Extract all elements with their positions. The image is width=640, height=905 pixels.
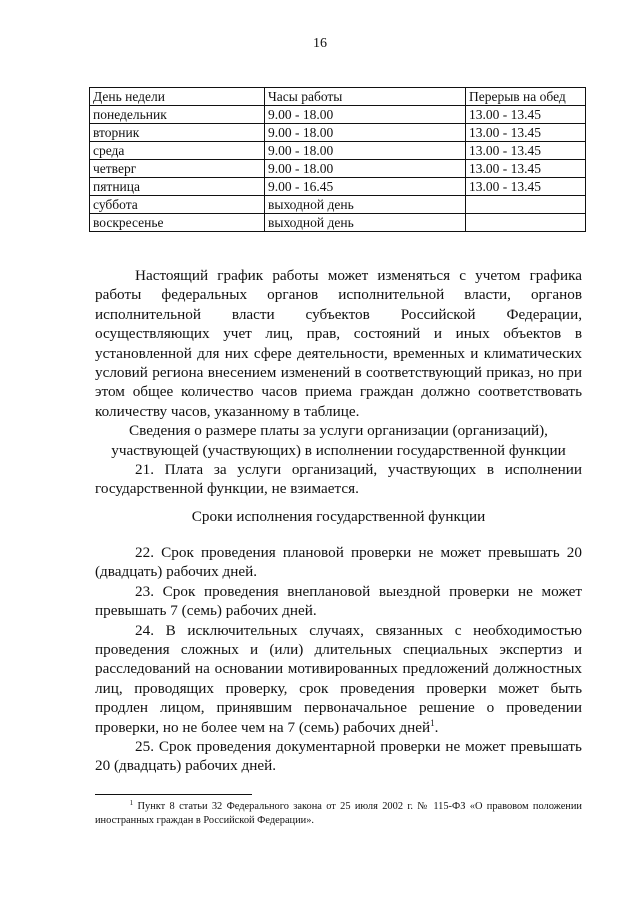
table-row: [90, 106, 586, 124]
paragraph-21: 21. Плата за услуги организаций, участвующих в исполнении государственной функции, не взимается.: [95, 461, 582, 498]
cell-day: четверг: [90, 160, 265, 178]
cell-hours: 9.00 - 18.00: [265, 142, 466, 160]
cell-hours: выходной день: [265, 214, 466, 232]
footnote-reference: 1: [430, 717, 435, 728]
paragraph-23: 23. Срок проведения внеплановой выездной проверки не может превышать 7 (семь) рабочих дней.: [95, 582, 582, 620]
cell-day: суббота: [90, 196, 265, 214]
footnote-divider: [95, 794, 252, 795]
work-schedule-table: [89, 87, 586, 232]
table-row: [90, 142, 586, 160]
cell-hours: 9.00 - 18.00: [265, 106, 466, 124]
cell-lunch: 13.00 - 13.45: [466, 124, 586, 142]
cell-day: понедельник: [90, 106, 265, 124]
cell-lunch: [466, 214, 586, 232]
footnote-text: Пункт 8 статьи 32 Федерального закона от 25 июля 2002 г. № 115-ФЗ «О правовом положении иностранных граждан в Российской Федерации».: [95, 801, 582, 826]
table-header-row: [90, 88, 586, 106]
table-row: [90, 178, 586, 196]
section-heading: Сроки исполнения государственной функции: [191, 508, 486, 525]
table-row: [90, 124, 586, 142]
header-hours: Часы работы: [265, 88, 466, 106]
page-number: 16: [313, 36, 327, 51]
header-lunch: Перерыв на обед: [466, 88, 586, 106]
fee-heading: Сведения о размере платы за услуги организации (организаций), участвующей (участвующих) в исполнении государственной функции: [111, 422, 566, 459]
cell-hours: 9.00 - 16.45: [265, 178, 466, 196]
deadlines-block: [95, 543, 582, 776]
paragraph-25: 25. Срок проведения документарной проверки не может превышать 20 (двадцать) рабочих дней.: [95, 738, 582, 775]
cell-lunch: [466, 196, 586, 214]
cell-lunch: 13.00 - 13.45: [466, 142, 586, 160]
table-row: [90, 214, 586, 232]
cell-hours: 9.00 - 18.00: [265, 160, 466, 178]
header-day: День недели: [90, 88, 265, 106]
paragraph-24-end: .: [434, 718, 439, 736]
cell-day: воскресенье: [90, 214, 265, 232]
paragraph-22: 22. Срок проведения плановой проверки не может превышать 20 (двадцать) рабочих дней.: [95, 544, 582, 581]
cell-day: пятница: [90, 178, 265, 196]
schedule-notes-block: [95, 266, 582, 499]
cell-lunch: 13.00 - 13.45: [466, 160, 586, 178]
cell-lunch: 13.00 - 13.45: [466, 178, 586, 196]
footnote: [95, 800, 582, 828]
cell-hours: 9.00 - 18.00: [265, 124, 466, 142]
table-row: [90, 160, 586, 178]
paragraph-24-text: 24. В исключительных случаях, связанных с необходимостью проведения сложных и (или) длительных специальных экспертиз и расследований на основании мотивированных предложений должностных лиц, проводящих проверку, срок проведения проверки может быть продлен лицом, принявшим первоначальное решение о проведении проверки, но не более чем на 7 (семь) рабочих дней: [95, 621, 582, 736]
cell-hours: выходной день: [265, 196, 466, 214]
table-row: [90, 196, 586, 214]
schedule-note-paragraph: Настоящий график работы может изменяться с учетом графика работы федеральных органов исполнительной власти, органов исполнительной власти субъектов Российской Федерации, осуществляющих учет лиц, прав, состояний и иных объектов в установленной для них сфере деятельности, временных и климатических условий региона внесением изменений в соответствующий приказ, но при этом общее количество часов приема граждан должно соответствовать количеству часов, указанному в таблице.: [95, 267, 582, 420]
footnote-marker: 1: [129, 799, 134, 807]
cell-day: вторник: [90, 124, 265, 142]
paragraph-24: [95, 621, 582, 737]
cell-day: среда: [90, 142, 265, 160]
cell-lunch: 13.00 - 13.45: [466, 106, 586, 124]
